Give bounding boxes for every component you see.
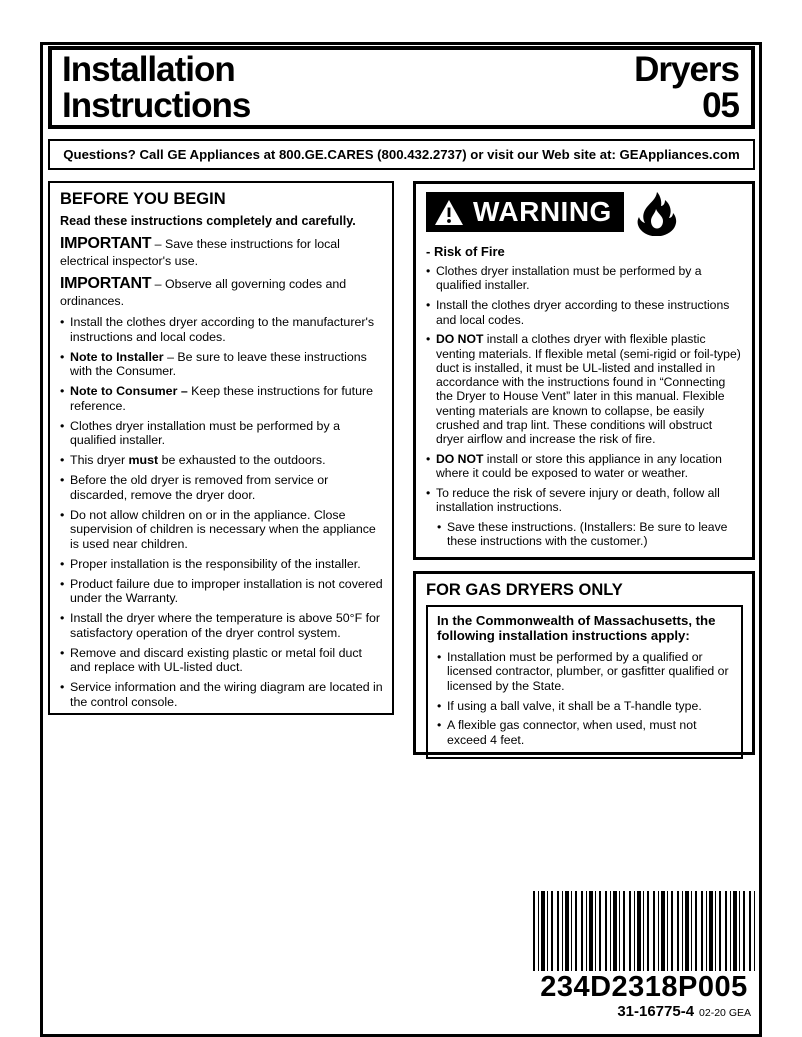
doc-title-line2: Instructions	[62, 85, 251, 125]
bullet-marker: •	[437, 698, 442, 713]
bullet-marker: •	[60, 315, 65, 330]
bullet-item	[60, 419, 383, 448]
bullet-marker: •	[437, 649, 442, 664]
bullet-item	[426, 264, 743, 293]
bullet-marker: •	[60, 418, 65, 433]
bullet-text: Clothes dryer installation must be performed by a qualified installer.	[436, 264, 702, 293]
revision-code: 02-20 GEA	[699, 1007, 751, 1020]
footer	[533, 891, 755, 1021]
bullet-text: Before the old dryer is removed from service or discarded, remove the dryer door.	[70, 473, 329, 502]
bullet-marker: •	[60, 473, 65, 488]
warning-banner-label: WARNING	[473, 195, 612, 227]
part-number: 31-16775-4	[617, 1003, 695, 1021]
bullet-text: Product failure due to improper installation is not covered under the Warranty.	[70, 576, 383, 606]
bullet-text: Install the clothes dryer according to these instructions and local codes.	[436, 298, 730, 327]
flame-icon	[632, 192, 682, 236]
questions-bar	[48, 139, 755, 170]
warning-banner	[426, 192, 624, 232]
bullet-item	[426, 486, 743, 515]
bullet-text: Proper installation is the responsibility of the installer.	[70, 556, 361, 571]
bullet-text: Install the clothes dryer according to the manufacturer's instructions and local codes.	[70, 315, 375, 344]
bullet-item	[426, 332, 743, 446]
important-text: – Observe all governing codes and ordinances.	[60, 277, 347, 308]
before-you-begin-section	[48, 181, 394, 715]
bullet-marker: •	[60, 576, 65, 591]
bullet-item	[60, 611, 383, 640]
gas-dryers-title: FOR GAS DRYERS ONLY	[426, 581, 623, 599]
bullet-text: Installation must be performed by a qualified or licensed contractor, plumber, or gasfitter qualified or licensed by the State.	[447, 649, 729, 693]
part-revision-line	[533, 1003, 755, 1021]
warning-banner-row	[426, 192, 743, 236]
bullet-marker: •	[60, 384, 65, 399]
bullet-marker: •	[60, 556, 65, 571]
bullet-marker: •	[426, 332, 431, 347]
bullet-item	[426, 298, 743, 327]
bullet-marker: •	[60, 611, 65, 626]
bullet-text: To reduce the risk of severe injury or death, follow all installation instructions.	[436, 485, 720, 515]
bullet-marker: •	[60, 453, 65, 468]
bullet-marker: •	[426, 451, 431, 466]
before-you-begin-title: BEFORE YOU BEGIN	[60, 190, 226, 208]
bullet-text: DO NOT install or store this appliance in any location where it could be exposed to water or weather.	[436, 451, 722, 481]
bullet-marker: •	[60, 349, 65, 364]
barcode-number: 234D2318P005	[540, 971, 748, 1003]
bullet-item	[60, 350, 383, 379]
bullet-text: Clothes dryer installation must be performed by a qualified installer.	[70, 418, 340, 448]
bullet-marker: •	[426, 264, 431, 279]
barcode	[533, 891, 755, 971]
risk-of-fire-heading: - Risk of Fire	[426, 244, 505, 259]
bullet-item	[60, 315, 383, 344]
massachusetts-heading: In the Commonwealth of Massachusetts, the following installation instructions apply:	[437, 613, 716, 644]
bullet-item	[437, 650, 732, 693]
bullet-text: This dryer must be exhausted to the outdoors.	[70, 453, 326, 468]
bullet-text: Save these instructions. (Installers: Be sure to leave these instructions with the customer.)	[447, 519, 728, 549]
massachusetts-notice	[426, 605, 743, 759]
bullet-item	[437, 520, 743, 549]
bullet-marker: •	[437, 718, 442, 733]
doc-title-line1: Installation	[62, 49, 235, 89]
bullet-item	[60, 508, 383, 552]
gas-dryers-section	[413, 571, 755, 755]
bullet-item	[437, 699, 732, 713]
bullet-item	[60, 384, 383, 413]
bullet-item	[60, 453, 383, 468]
bullet-text: Remove and discard existing plastic or metal foil duct and replace with UL-listed duct.	[70, 645, 363, 675]
bullet-marker: •	[60, 645, 65, 660]
bullet-text: Note to Consumer – Keep these instructions for future reference.	[70, 384, 374, 413]
bullet-marker: •	[437, 519, 442, 534]
product-title	[634, 49, 739, 125]
bullet-item	[60, 557, 383, 572]
important-note-1	[60, 235, 383, 268]
bullet-item	[426, 452, 743, 481]
bullet-item	[437, 718, 732, 747]
bullet-text: Note to Installer – Be sure to leave these instructions with the Consumer.	[70, 349, 367, 379]
bullet-text: If using a ball valve, it shall be a T-handle type.	[447, 698, 702, 713]
warning-section	[413, 181, 755, 560]
bullet-item	[60, 577, 383, 606]
bullet-text: Do not allow children on or in the appliance. Close supervision of children is necessary when the appliance is used near children.	[70, 507, 376, 551]
questions-text: Questions? Call GE Appliances at 800.GE.CARES (800.432.2737) or visit our Web site at: GEAppliances.com	[63, 147, 740, 162]
warning-list	[426, 264, 743, 548]
bullet-text: A flexible gas connector, when used, must not exceed 4 feet.	[447, 718, 697, 747]
important-label: IMPORTANT	[60, 275, 152, 293]
bullet-item	[60, 473, 383, 502]
doc-title	[62, 49, 251, 125]
bullet-marker: •	[426, 485, 431, 500]
header	[48, 46, 755, 129]
bullet-text: DO NOT install a clothes dryer with flexible plastic venting materials. If flexible metal (semi-rigid or foil-type) duct is installed, it must be UL-listed and installed in accordance with the instructions found in “Connecting the Dryer to House Vent” later in this manual. Flexible venting materials are known to collapse, be easily crushed and trap lint. These conditions will obstruct dryer airflow and increase the risk of fire.	[436, 332, 741, 447]
important-label: IMPORTANT	[60, 235, 152, 253]
intro-text: Read these instructions completely and carefully.	[60, 214, 356, 229]
product-number: 05	[702, 85, 739, 125]
important-note-2	[60, 275, 383, 308]
bullet-text: Service information and the wiring diagram are located in the control console.	[70, 680, 383, 709]
gas-dryers-list	[437, 650, 732, 747]
bullet-marker: •	[426, 298, 431, 313]
bullet-text: Install the dryer where the temperature is above 50°F for satisfactory operation of the dryer control system.	[70, 611, 381, 640]
before-you-begin-list	[60, 315, 383, 709]
bullet-item	[60, 680, 383, 709]
bullet-marker: •	[60, 680, 65, 695]
warning-triangle-icon	[434, 199, 464, 226]
important-text: – Save these instructions for local electrical inspector's use.	[60, 237, 340, 268]
bullet-item	[60, 646, 383, 675]
bullet-marker: •	[60, 507, 65, 522]
product-name: Dryers	[634, 49, 739, 89]
